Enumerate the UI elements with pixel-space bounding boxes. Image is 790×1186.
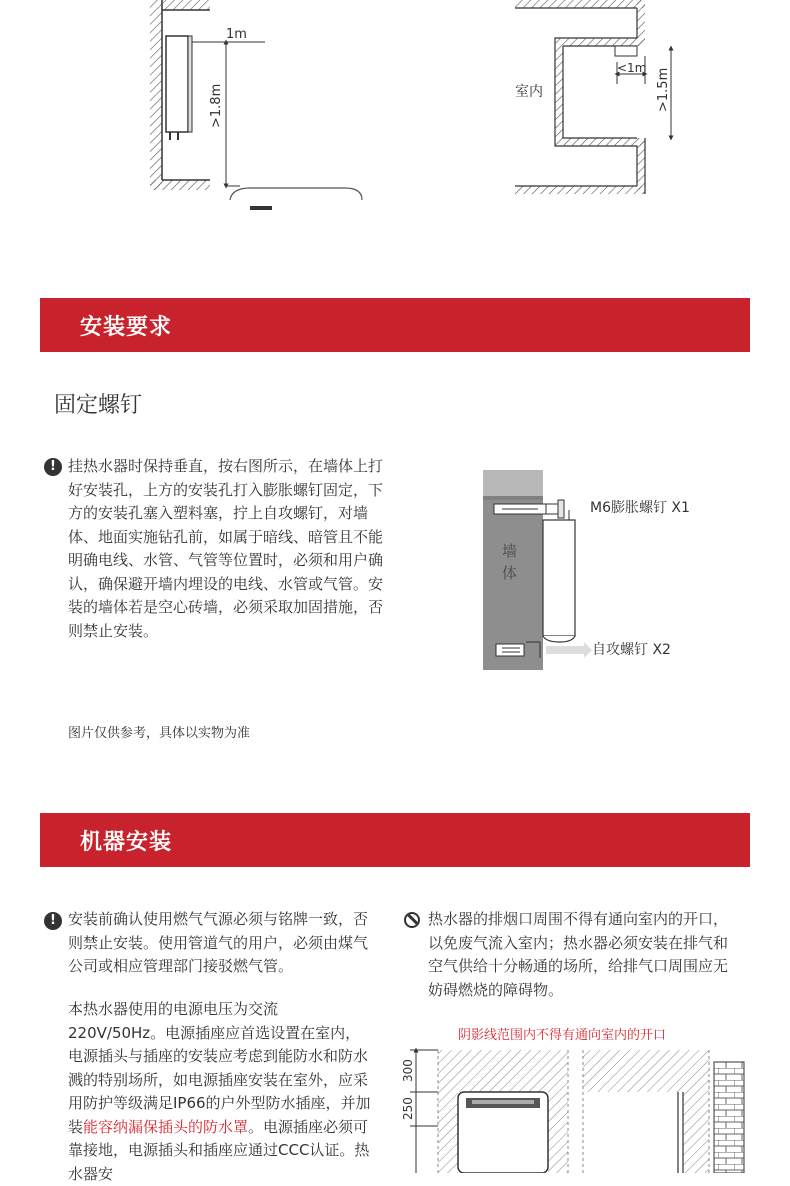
exhaust-text: 热水器的排烟口周围不得有通向室内的开口，以免废气流入室内；热水器必须安装在排气和空气供给十分畅通的场所，给排气口周围应无妨碍燃烧的障碍物。: [428, 910, 729, 999]
power-supply-text-a: 本热水器使用的电源电压为交流220V/50Hz。电源插座应首选设置在室内，电源插头与插座的安装应考虑到能防水和防水溅的特别场所，如电源插座安装在室外，应采用防护等级满足IP66的户外型防水插座，并加装: [68, 1000, 371, 1136]
section-banner-install-requirements: [40, 298, 750, 352]
power-supply-text-b: 。电源插座必须可靠接地，电源插头和插座应通过CCC认证。热水器安: [68, 1117, 370, 1183]
expansion-screw-label: M6膨胀螺钉 X1: [590, 500, 690, 516]
clearance-diagram-left: [140, 0, 380, 215]
brick-wall: [714, 1062, 744, 1173]
gas-source-text: 安装前确认使用燃气气源必须与铭牌一致，否则禁止安装。使用管道气的用户，必须由煤气公司或相应管理部门接驳燃气管。: [68, 910, 369, 975]
sink-drain: [250, 206, 272, 210]
hatch-zone-right: [583, 1050, 709, 1092]
dim-1m: 1m: [226, 27, 247, 42]
hatch-zone-note: 阴影线范围内不得有通向室内的开口: [458, 1028, 667, 1043]
wall-label-2: 体: [502, 564, 518, 582]
install-requirements-text: 挂热水器时保持垂直，按右图所示，在墙体上打好安装孔，上方的安装孔打入膨胀螺钉固定，下方的安装孔塞入塑料塞，拧上自攻螺钉，对墙体、地面实施钻孔前，如属于暗线、暗管且不能明确电线、水管、气管等位置时，必须和用户确认，确保避开墙内埋设的电线、水管或气管。安装的墙体若是空心砖墙，必须采取加固措施，否则禁止安装。: [68, 457, 384, 640]
wall-hatch: [150, 0, 162, 190]
warning-icon: !: [44, 912, 62, 930]
vent-outlet: [615, 46, 637, 56]
power-supply-text: [68, 998, 374, 1186]
power-supply-highlight: 能容纳漏保插头的防水罩: [83, 1117, 249, 1136]
dim-1.5m: >1.5m: [656, 67, 671, 112]
subsection-title: 固定螺钉: [54, 393, 143, 418]
screw-diagram: [480, 466, 770, 672]
dim-300: 300: [401, 1059, 415, 1082]
room-label: 室内: [515, 84, 543, 100]
opening-clearance-diagram: [398, 1044, 750, 1173]
hatch-zone-left: [438, 1050, 568, 1092]
section-banner-machine-install: [40, 813, 750, 867]
dim-lt-1m: <1m: [617, 61, 647, 75]
clearance-diagram-right: [505, 0, 705, 205]
prohibited-icon: [404, 912, 420, 928]
reference-note: 图片仅供参考，具体以实物为准: [68, 726, 251, 741]
self-tapping-screw-label: 自攻螺钉 X2: [592, 642, 671, 658]
heater-body: [543, 520, 575, 636]
warning-icon: !: [44, 458, 62, 476]
dim-1.8m: >1.8m: [209, 83, 224, 128]
section-title: 机器安装: [80, 830, 173, 855]
section-title: 安装要求: [80, 315, 173, 340]
dim-250: 250: [401, 1097, 415, 1120]
heater-unit: [166, 36, 188, 132]
wall-label-1: 墙: [502, 542, 518, 560]
